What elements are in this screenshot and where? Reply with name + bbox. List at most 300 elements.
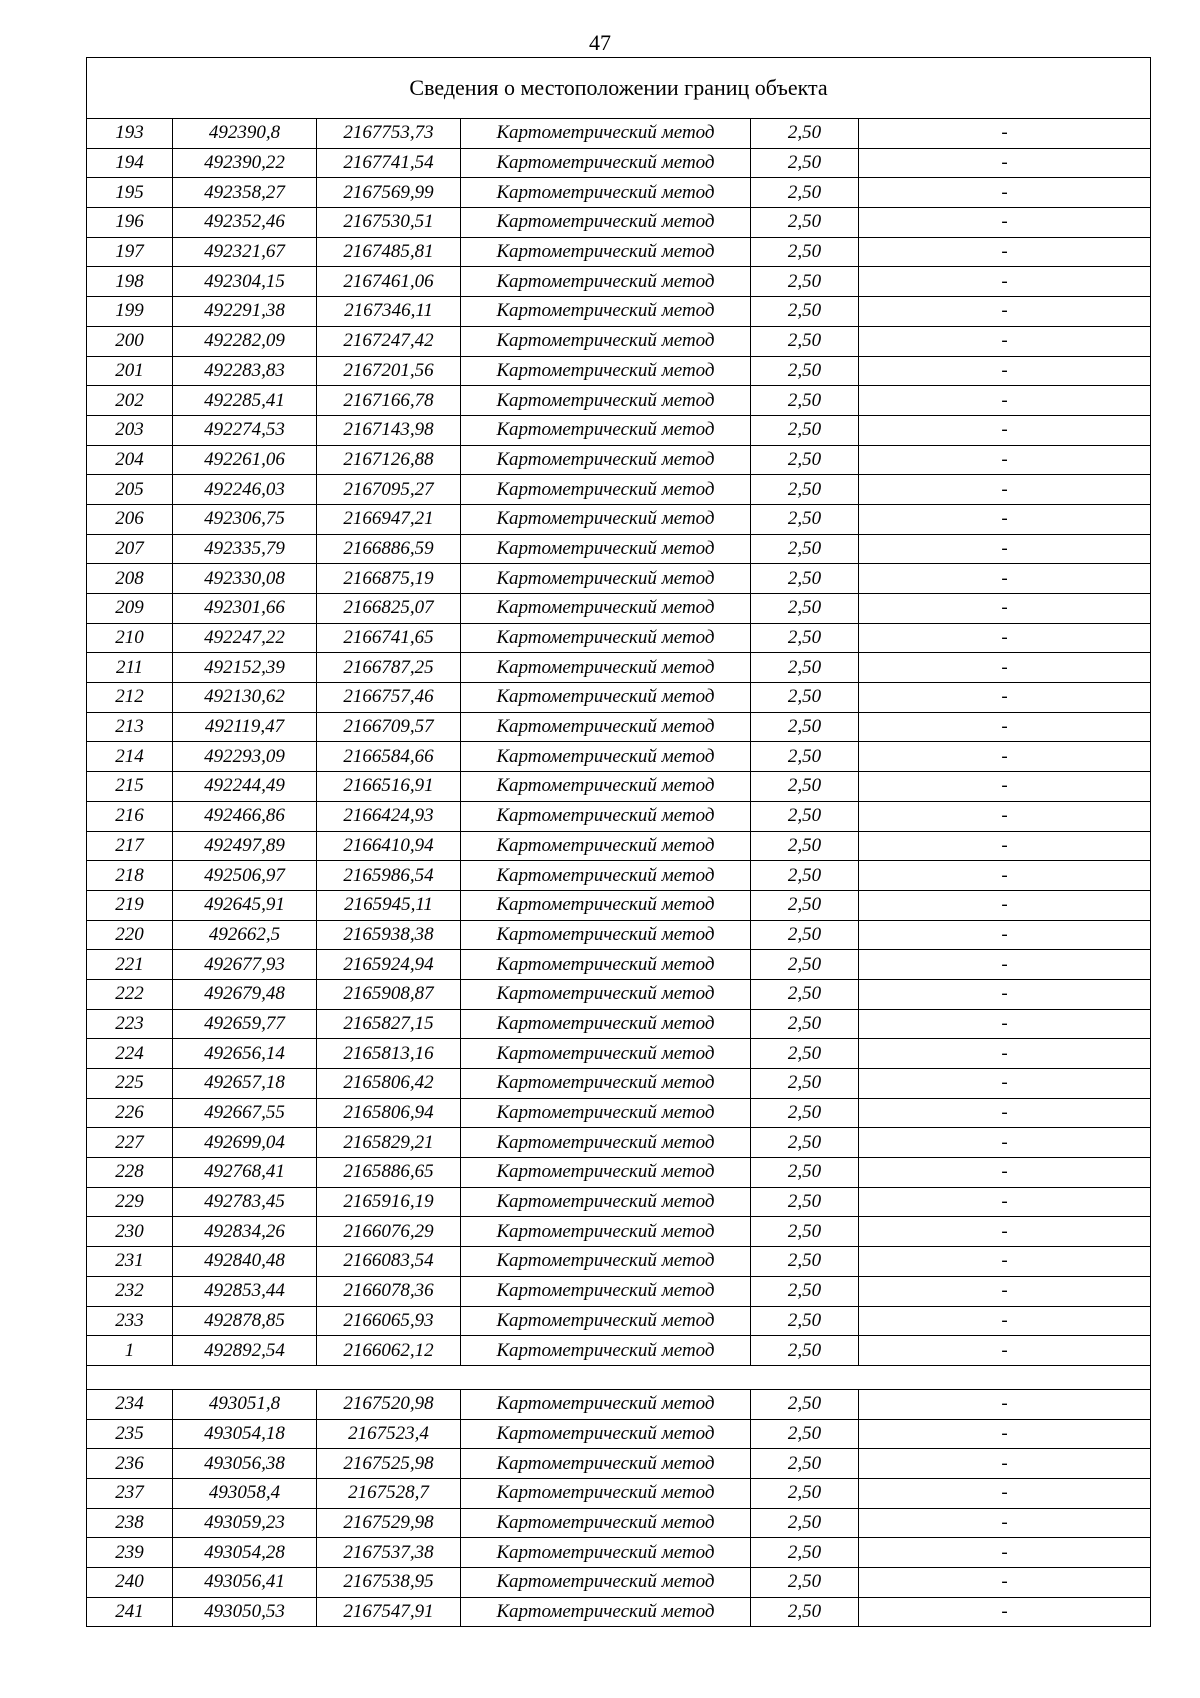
coordinate-y-cell: 2167201,56 <box>317 356 461 386</box>
coordinate-x-cell: 492892,54 <box>173 1336 317 1366</box>
accuracy-cell: 2,50 <box>751 1069 859 1099</box>
point-number-cell: 230 <box>87 1217 173 1247</box>
point-number-cell: 222 <box>87 979 173 1009</box>
contour-separator-cell <box>87 1365 1151 1389</box>
method-cell: Картометрический метод <box>461 475 751 505</box>
note-cell: - <box>859 237 1151 267</box>
coordinate-y-cell: 2165886,65 <box>317 1158 461 1188</box>
point-number-cell: 237 <box>87 1478 173 1508</box>
coordinate-x-cell: 493054,28 <box>173 1538 317 1568</box>
method-cell: Картометрический метод <box>461 861 751 891</box>
method-cell: Картометрический метод <box>461 1039 751 1069</box>
note-cell: - <box>859 148 1151 178</box>
method-cell: Картометрический метод <box>461 504 751 534</box>
accuracy-cell: 2,50 <box>751 386 859 416</box>
note-cell: - <box>859 1419 1151 1449</box>
accuracy-cell: 2,50 <box>751 1389 859 1419</box>
coordinate-y-cell: 2165829,21 <box>317 1128 461 1158</box>
note-cell: - <box>859 1568 1151 1598</box>
coordinate-y-cell: 2167741,54 <box>317 148 461 178</box>
accuracy-cell: 2,50 <box>751 653 859 683</box>
accuracy-cell: 2,50 <box>751 1478 859 1508</box>
coordinate-y-cell: 2167753,73 <box>317 119 461 149</box>
table-row <box>87 148 1151 178</box>
note-cell: - <box>859 178 1151 208</box>
coordinate-y-cell: 2165986,54 <box>317 861 461 891</box>
method-cell: Картометрический метод <box>461 1098 751 1128</box>
coordinate-x-cell: 492390,8 <box>173 119 317 149</box>
accuracy-cell: 2,50 <box>751 772 859 802</box>
point-number-cell: 232 <box>87 1276 173 1306</box>
table-row <box>87 564 1151 594</box>
note-cell: - <box>859 979 1151 1009</box>
accuracy-cell: 2,50 <box>751 445 859 475</box>
point-number-cell: 205 <box>87 475 173 505</box>
coordinate-x-cell: 492840,48 <box>173 1247 317 1277</box>
point-number-cell: 235 <box>87 1419 173 1449</box>
table-row <box>87 594 1151 624</box>
coordinate-y-cell: 2167538,95 <box>317 1568 461 1598</box>
table-row <box>87 1508 1151 1538</box>
coordinate-y-cell: 2167166,78 <box>317 386 461 416</box>
table-row <box>87 1009 1151 1039</box>
coordinate-x-cell: 492699,04 <box>173 1128 317 1158</box>
coordinate-y-cell: 2165938,38 <box>317 920 461 950</box>
table-row <box>87 1336 1151 1366</box>
point-number-cell: 220 <box>87 920 173 950</box>
point-number-cell: 224 <box>87 1039 173 1069</box>
method-cell: Картометрический метод <box>461 742 751 772</box>
boundary-coordinates-table <box>86 57 1151 1627</box>
method-cell: Картометрический метод <box>461 208 751 238</box>
accuracy-cell: 2,50 <box>751 1039 859 1069</box>
point-number-cell: 209 <box>87 594 173 624</box>
coordinate-y-cell: 2165945,11 <box>317 890 461 920</box>
table-row <box>87 1306 1151 1336</box>
coordinate-y-cell: 2165806,94 <box>317 1098 461 1128</box>
note-cell: - <box>859 119 1151 149</box>
point-number-cell: 238 <box>87 1508 173 1538</box>
point-number-cell: 200 <box>87 326 173 356</box>
coordinate-y-cell: 2166741,65 <box>317 623 461 653</box>
point-number-cell: 229 <box>87 1187 173 1217</box>
table-row <box>87 831 1151 861</box>
coordinate-x-cell: 492662,5 <box>173 920 317 950</box>
note-cell: - <box>859 890 1151 920</box>
point-number-cell: 203 <box>87 415 173 445</box>
coordinate-x-cell: 492853,44 <box>173 1276 317 1306</box>
method-cell: Картометрический метод <box>461 1568 751 1598</box>
point-number-cell: 201 <box>87 356 173 386</box>
table-row <box>87 534 1151 564</box>
accuracy-cell: 2,50 <box>751 594 859 624</box>
coordinate-x-cell: 492306,75 <box>173 504 317 534</box>
accuracy-cell: 2,50 <box>751 861 859 891</box>
point-number-cell: 211 <box>87 653 173 683</box>
coordinate-x-cell: 492246,03 <box>173 475 317 505</box>
note-cell: - <box>859 1389 1151 1419</box>
coordinate-x-cell: 492130,62 <box>173 683 317 713</box>
coordinate-y-cell: 2167143,98 <box>317 415 461 445</box>
accuracy-cell: 2,50 <box>751 831 859 861</box>
table-row <box>87 178 1151 208</box>
point-number-cell: 202 <box>87 386 173 416</box>
accuracy-cell: 2,50 <box>751 1247 859 1277</box>
coordinate-x-cell: 492390,22 <box>173 148 317 178</box>
table-row <box>87 1597 1151 1627</box>
point-number-cell: 217 <box>87 831 173 861</box>
coordinate-x-cell: 492497,89 <box>173 831 317 861</box>
note-cell: - <box>859 920 1151 950</box>
method-cell: Картометрический метод <box>461 1389 751 1419</box>
method-cell: Картометрический метод <box>461 534 751 564</box>
table-row <box>87 386 1151 416</box>
coordinate-x-cell: 492656,14 <box>173 1039 317 1069</box>
accuracy-cell: 2,50 <box>751 237 859 267</box>
coordinate-x-cell: 492261,06 <box>173 445 317 475</box>
table-row <box>87 920 1151 950</box>
coordinate-x-cell: 492291,38 <box>173 297 317 327</box>
method-cell: Картометрический метод <box>461 712 751 742</box>
note-cell: - <box>859 1247 1151 1277</box>
coordinate-x-cell: 492152,39 <box>173 653 317 683</box>
accuracy-cell: 2,50 <box>751 801 859 831</box>
coordinate-y-cell: 2166076,29 <box>317 1217 461 1247</box>
accuracy-cell: 2,50 <box>751 1568 859 1598</box>
table-row <box>87 504 1151 534</box>
coordinate-x-cell: 492677,93 <box>173 950 317 980</box>
method-cell: Картометрический метод <box>461 356 751 386</box>
accuracy-cell: 2,50 <box>751 415 859 445</box>
note-cell: - <box>859 623 1151 653</box>
coordinate-x-cell: 493059,23 <box>173 1508 317 1538</box>
note-cell: - <box>859 267 1151 297</box>
coordinate-y-cell: 2166065,93 <box>317 1306 461 1336</box>
table-title-row <box>87 58 1151 119</box>
method-cell: Картометрический метод <box>461 920 751 950</box>
note-cell: - <box>859 950 1151 980</box>
coordinate-x-cell: 492878,85 <box>173 1306 317 1336</box>
point-number-cell: 240 <box>87 1568 173 1598</box>
coordinate-y-cell: 2167247,42 <box>317 326 461 356</box>
table-row <box>87 445 1151 475</box>
table-row <box>87 237 1151 267</box>
point-number-cell: 221 <box>87 950 173 980</box>
accuracy-cell: 2,50 <box>751 356 859 386</box>
note-cell: - <box>859 1306 1151 1336</box>
point-number-cell: 236 <box>87 1449 173 1479</box>
point-number-cell: 225 <box>87 1069 173 1099</box>
table-row <box>87 475 1151 505</box>
accuracy-cell: 2,50 <box>751 623 859 653</box>
coordinate-x-cell: 492321,67 <box>173 237 317 267</box>
table-row <box>87 1276 1151 1306</box>
table-title: Сведения о местоположении границ объекта <box>87 58 1151 119</box>
note-cell: - <box>859 504 1151 534</box>
coordinate-x-cell: 493050,53 <box>173 1597 317 1627</box>
coordinate-x-cell: 492506,97 <box>173 861 317 891</box>
point-number-cell: 213 <box>87 712 173 742</box>
coordinate-y-cell: 2165908,87 <box>317 979 461 1009</box>
note-cell: - <box>859 1538 1151 1568</box>
method-cell: Картометрический метод <box>461 1247 751 1277</box>
method-cell: Картометрический метод <box>461 1217 751 1247</box>
table-row <box>87 742 1151 772</box>
accuracy-cell: 2,50 <box>751 1217 859 1247</box>
accuracy-cell: 2,50 <box>751 297 859 327</box>
coordinate-x-cell: 493058,4 <box>173 1478 317 1508</box>
point-number-cell: 194 <box>87 148 173 178</box>
method-cell: Картометрический метод <box>461 1336 751 1366</box>
coordinate-x-cell: 492466,86 <box>173 801 317 831</box>
accuracy-cell: 2,50 <box>751 1098 859 1128</box>
coordinate-y-cell: 2167485,81 <box>317 237 461 267</box>
table-row <box>87 1538 1151 1568</box>
note-cell: - <box>859 772 1151 802</box>
note-cell: - <box>859 1449 1151 1479</box>
coordinate-x-cell: 492834,26 <box>173 1217 317 1247</box>
coordinate-y-cell: 2167529,98 <box>317 1508 461 1538</box>
point-number-cell: 234 <box>87 1389 173 1419</box>
method-cell: Картометрический метод <box>461 950 751 980</box>
note-cell: - <box>859 1217 1151 1247</box>
coordinate-y-cell: 2167525,98 <box>317 1449 461 1479</box>
table-row <box>87 772 1151 802</box>
table-row <box>87 1478 1151 1508</box>
coordinate-x-cell: 492352,46 <box>173 208 317 238</box>
table-row <box>87 415 1151 445</box>
coordinate-y-cell: 2167095,27 <box>317 475 461 505</box>
accuracy-cell: 2,50 <box>751 683 859 713</box>
accuracy-cell: 2,50 <box>751 1128 859 1158</box>
coordinate-y-cell: 2167537,38 <box>317 1538 461 1568</box>
accuracy-cell: 2,50 <box>751 504 859 534</box>
accuracy-cell: 2,50 <box>751 950 859 980</box>
method-cell: Картометрический метод <box>461 297 751 327</box>
accuracy-cell: 2,50 <box>751 1336 859 1366</box>
table-row <box>87 326 1151 356</box>
note-cell: - <box>859 356 1151 386</box>
coordinate-y-cell: 2167523,4 <box>317 1419 461 1449</box>
accuracy-cell: 2,50 <box>751 148 859 178</box>
coordinate-x-cell: 492330,08 <box>173 564 317 594</box>
table-body <box>87 58 1151 1627</box>
note-cell: - <box>859 801 1151 831</box>
table-row <box>87 1158 1151 1188</box>
accuracy-cell: 2,50 <box>751 475 859 505</box>
coordinate-y-cell: 2166886,59 <box>317 534 461 564</box>
coordinate-x-cell: 492768,41 <box>173 1158 317 1188</box>
note-cell: - <box>859 208 1151 238</box>
table-row <box>87 119 1151 149</box>
accuracy-cell: 2,50 <box>751 1187 859 1217</box>
point-number-cell: 226 <box>87 1098 173 1128</box>
point-number-cell: 204 <box>87 445 173 475</box>
coordinate-x-cell: 493056,38 <box>173 1449 317 1479</box>
note-cell: - <box>859 1128 1151 1158</box>
contour-separator-row <box>87 1365 1151 1389</box>
coordinate-x-cell: 492783,45 <box>173 1187 317 1217</box>
coordinate-x-cell: 492657,18 <box>173 1069 317 1099</box>
table-row <box>87 1187 1151 1217</box>
coordinate-y-cell: 2167346,11 <box>317 297 461 327</box>
coordinate-x-cell: 493051,8 <box>173 1389 317 1419</box>
coordinate-y-cell: 2167461,06 <box>317 267 461 297</box>
coordinate-x-cell: 492247,22 <box>173 623 317 653</box>
table-row <box>87 1419 1151 1449</box>
coordinate-x-cell: 492645,91 <box>173 890 317 920</box>
accuracy-cell: 2,50 <box>751 1597 859 1627</box>
table-row <box>87 297 1151 327</box>
accuracy-cell: 2,50 <box>751 326 859 356</box>
point-number-cell: 214 <box>87 742 173 772</box>
point-number-cell: 212 <box>87 683 173 713</box>
coordinate-y-cell: 2165813,16 <box>317 1039 461 1069</box>
coordinate-y-cell: 2166078,36 <box>317 1276 461 1306</box>
coordinate-x-cell: 492659,77 <box>173 1009 317 1039</box>
accuracy-cell: 2,50 <box>751 267 859 297</box>
point-number-cell: 239 <box>87 1538 173 1568</box>
point-number-cell: 233 <box>87 1306 173 1336</box>
method-cell: Картометрический метод <box>461 178 751 208</box>
note-cell: - <box>859 683 1151 713</box>
point-number-cell: 223 <box>87 1009 173 1039</box>
coordinate-x-cell: 492335,79 <box>173 534 317 564</box>
table-row <box>87 861 1151 891</box>
accuracy-cell: 2,50 <box>751 742 859 772</box>
table-row <box>87 1247 1151 1277</box>
note-cell: - <box>859 712 1151 742</box>
accuracy-cell: 2,50 <box>751 119 859 149</box>
note-cell: - <box>859 742 1151 772</box>
table-row <box>87 1039 1151 1069</box>
accuracy-cell: 2,50 <box>751 1158 859 1188</box>
table-row <box>87 356 1151 386</box>
table-row <box>87 1069 1151 1099</box>
method-cell: Картометрический метод <box>461 326 751 356</box>
note-cell: - <box>859 653 1151 683</box>
method-cell: Картометрический метод <box>461 1538 751 1568</box>
coordinate-x-cell: 492358,27 <box>173 178 317 208</box>
method-cell: Картометрический метод <box>461 1597 751 1627</box>
accuracy-cell: 2,50 <box>751 1449 859 1479</box>
method-cell: Картометрический метод <box>461 119 751 149</box>
note-cell: - <box>859 1478 1151 1508</box>
note-cell: - <box>859 1597 1151 1627</box>
accuracy-cell: 2,50 <box>751 1419 859 1449</box>
coordinate-x-cell: 492244,49 <box>173 772 317 802</box>
accuracy-cell: 2,50 <box>751 1306 859 1336</box>
note-cell: - <box>859 1098 1151 1128</box>
method-cell: Картометрический метод <box>461 1009 751 1039</box>
note-cell: - <box>859 1009 1151 1039</box>
table-row <box>87 1217 1151 1247</box>
method-cell: Картометрический метод <box>461 1419 751 1449</box>
method-cell: Картометрический метод <box>461 445 751 475</box>
accuracy-cell: 2,50 <box>751 178 859 208</box>
coordinate-x-cell: 492667,55 <box>173 1098 317 1128</box>
coordinate-y-cell: 2167126,88 <box>317 445 461 475</box>
note-cell: - <box>859 1336 1151 1366</box>
coordinate-x-cell: 492304,15 <box>173 267 317 297</box>
method-cell: Картометрический метод <box>461 1158 751 1188</box>
accuracy-cell: 2,50 <box>751 208 859 238</box>
point-number-cell: 197 <box>87 237 173 267</box>
note-cell: - <box>859 445 1151 475</box>
accuracy-cell: 2,50 <box>751 712 859 742</box>
point-number-cell: 1 <box>87 1336 173 1366</box>
method-cell: Картометрический метод <box>461 683 751 713</box>
point-number-cell: 216 <box>87 801 173 831</box>
point-number-cell: 195 <box>87 178 173 208</box>
point-number-cell: 219 <box>87 890 173 920</box>
note-cell: - <box>859 415 1151 445</box>
table-row <box>87 683 1151 713</box>
accuracy-cell: 2,50 <box>751 564 859 594</box>
table-row <box>87 1128 1151 1158</box>
method-cell: Картометрический метод <box>461 890 751 920</box>
method-cell: Картометрический метод <box>461 1187 751 1217</box>
method-cell: Картометрический метод <box>461 1478 751 1508</box>
note-cell: - <box>859 564 1151 594</box>
coordinate-y-cell: 2165806,42 <box>317 1069 461 1099</box>
coordinate-x-cell: 492301,66 <box>173 594 317 624</box>
coordinate-x-cell: 492282,09 <box>173 326 317 356</box>
accuracy-cell: 2,50 <box>751 1276 859 1306</box>
method-cell: Картометрический метод <box>461 1128 751 1158</box>
note-cell: - <box>859 386 1151 416</box>
point-number-cell: 193 <box>87 119 173 149</box>
coordinate-y-cell: 2167530,51 <box>317 208 461 238</box>
method-cell: Картометрический метод <box>461 772 751 802</box>
coordinate-y-cell: 2166757,46 <box>317 683 461 713</box>
coordinate-y-cell: 2166709,57 <box>317 712 461 742</box>
table-row <box>87 1568 1151 1598</box>
accuracy-cell: 2,50 <box>751 979 859 1009</box>
note-cell: - <box>859 326 1151 356</box>
page-number: 47 <box>589 30 611 55</box>
coordinate-y-cell: 2166787,25 <box>317 653 461 683</box>
accuracy-cell: 2,50 <box>751 920 859 950</box>
method-cell: Картометрический метод <box>461 237 751 267</box>
method-cell: Картометрический метод <box>461 1449 751 1479</box>
note-cell: - <box>859 1187 1151 1217</box>
accuracy-cell: 2,50 <box>751 1009 859 1039</box>
coordinate-y-cell: 2166516,91 <box>317 772 461 802</box>
method-cell: Картометрический метод <box>461 831 751 861</box>
table-row <box>87 1449 1151 1479</box>
point-number-cell: 208 <box>87 564 173 594</box>
note-cell: - <box>859 1069 1151 1099</box>
point-number-cell: 207 <box>87 534 173 564</box>
table-row <box>87 890 1151 920</box>
point-number-cell: 206 <box>87 504 173 534</box>
coordinate-y-cell: 2165916,19 <box>317 1187 461 1217</box>
point-number-cell: 215 <box>87 772 173 802</box>
coordinate-x-cell: 493054,18 <box>173 1419 317 1449</box>
coordinate-x-cell: 492679,48 <box>173 979 317 1009</box>
note-cell: - <box>859 297 1151 327</box>
coordinate-y-cell: 2165827,15 <box>317 1009 461 1039</box>
table-row <box>87 950 1151 980</box>
coordinate-y-cell: 2167547,91 <box>317 1597 461 1627</box>
table-row <box>87 979 1151 1009</box>
accuracy-cell: 2,50 <box>751 890 859 920</box>
note-cell: - <box>859 831 1151 861</box>
coordinate-y-cell: 2166062,12 <box>317 1336 461 1366</box>
point-number-cell: 210 <box>87 623 173 653</box>
method-cell: Картометрический метод <box>461 979 751 1009</box>
